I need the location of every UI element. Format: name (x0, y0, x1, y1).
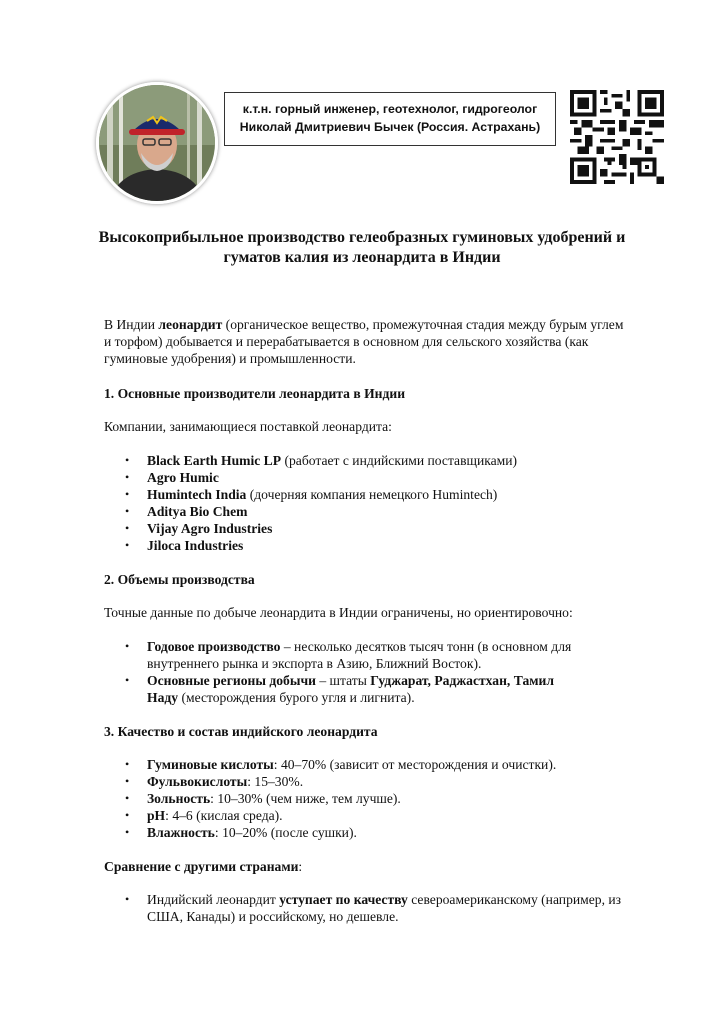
company-name: Jiloca Industries (147, 538, 244, 553)
company-name: Vijay Agro Industries (147, 521, 273, 536)
item-text: : 40–70% (зависит от месторождения и очистки). (273, 757, 557, 772)
section-heading: 3. Качество и состав индийского леонардита (104, 724, 378, 739)
intro-text: гуминовые удобрения) и промышленности. (104, 351, 356, 366)
comparison-list (104, 891, 624, 925)
list-item (147, 520, 624, 537)
item-term: Основные регионы добычи (147, 673, 316, 688)
intro-paragraph (104, 316, 624, 367)
company-name: Aditya Bio Chem (147, 504, 248, 519)
section-heading: 2. Объемы производства (104, 572, 255, 587)
item-term: pH (147, 808, 166, 823)
author-portrait-image (99, 85, 215, 201)
item-text: североамериканскому (например, из (407, 892, 622, 907)
item-text: США, Канады) и российскому, но дешевле. (147, 909, 399, 924)
item-text: внутреннего рынка и экспорта в Азию, Ближний Восток). (147, 656, 482, 671)
list-item (147, 469, 624, 486)
company-name: Black Earth Humic LP (147, 453, 282, 468)
list-item (147, 486, 624, 503)
list-item (147, 537, 624, 554)
production-list (104, 638, 624, 706)
item-text: : 10–30% (чем ниже, тем лучше). (210, 791, 401, 806)
item-text: (месторождения бурого угля и лигнита). (178, 690, 415, 705)
list-item (147, 891, 624, 925)
document-title (90, 228, 634, 268)
intro-text: (органическое вещество, промежуточная стадия между бурым углем (222, 317, 624, 332)
author-photo (96, 82, 218, 204)
credentials-line: к.т.н. горный инженер, геотехнолог, гидрогеолог (242, 102, 538, 116)
list-item (147, 638, 624, 672)
list-item (147, 452, 624, 469)
list-item (147, 790, 624, 807)
title-line: гуматов калия из леонардита в Индии (223, 249, 501, 266)
intro-term: леонардит (158, 317, 223, 332)
list-item (147, 503, 624, 520)
regions: Наду (147, 690, 179, 705)
producers-list (104, 452, 624, 554)
author-name-line: Николай Дмитриевич Бычек (Россия. Астрахань) (239, 120, 541, 134)
section-lead: Точные данные по добыче леонардита в Индии ограничены, но ориентировочно: (104, 605, 573, 620)
list-item (147, 773, 624, 790)
intro-text: и торфом) добывается и перерабатывается в основном для сельского хозяйства (как (104, 334, 589, 349)
item-term: Зольность (147, 791, 211, 806)
section-lead: Компании, занимающиеся поставкой леонардита: (104, 419, 392, 434)
intro-prefix: В Индии (104, 317, 159, 332)
company-name: Humintech India (147, 487, 247, 502)
section-heading: 1. Основные производители леонардита в Индии (104, 386, 406, 401)
item-term: Гуминовые кислоты (147, 757, 274, 772)
item-text: : 15–30%. (247, 774, 304, 789)
item-text: : 4–6 (кислая среда). (165, 808, 283, 823)
item-term: Влажность (147, 825, 215, 840)
quality-list (104, 756, 624, 841)
item-text: : 10–20% (после сушки). (214, 825, 357, 840)
comparison-heading (104, 858, 624, 875)
heading-colon: : (298, 859, 303, 874)
company-name: Agro Humic (147, 470, 219, 485)
item-note: (работает с индийскими поставщиками) (281, 453, 518, 468)
list-item (147, 756, 624, 773)
item-text: Индийский леонардит (147, 892, 280, 907)
author-credentials-box (224, 92, 556, 146)
item-text: – штаты (315, 673, 371, 688)
item-term: Годовое производство (147, 639, 281, 654)
item-term: Фульвокислоты (147, 774, 248, 789)
comparison-heading-text: Сравнение с другими странами (104, 859, 299, 874)
item-text: – несколько десятков тысяч тонн (в основном для (280, 639, 572, 654)
qr-code (570, 90, 664, 184)
list-item (147, 824, 624, 841)
page-header (0, 0, 724, 200)
list-item (147, 672, 624, 706)
regions: Гуджарат, Раджастхан, Тамил (370, 673, 554, 688)
item-note: (дочерняя компания немецкого Humintech) (246, 487, 498, 502)
title-line: Высокоприбыльное производство гелеобразных гуминовых удобрений и (98, 229, 626, 246)
document-body (104, 316, 624, 942)
list-item (147, 807, 624, 824)
qr-code-image (570, 90, 664, 184)
item-term: уступает по качеству (279, 892, 408, 907)
